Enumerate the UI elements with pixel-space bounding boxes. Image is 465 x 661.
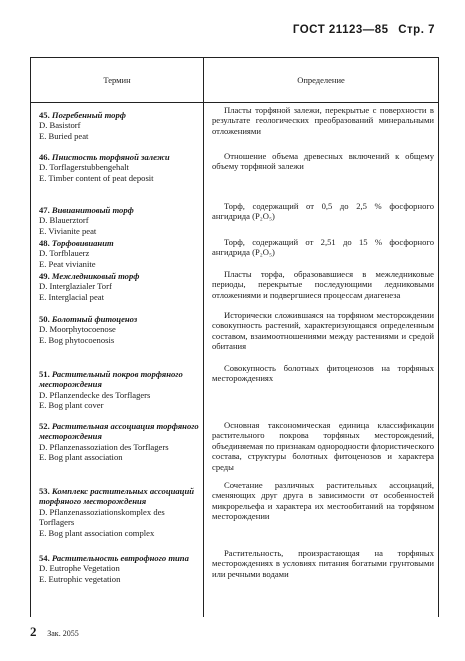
term-definition: Совокупность болотных фитоценозов на торфяных месторождениях [212, 363, 434, 384]
term-number: 52. [39, 421, 50, 431]
term-definition: Исторически сложившаяся на торфяном месторождении совокупность растений, характеризующаяся определенным составом, взаимоотношениями между растениями и средой обитания [212, 310, 434, 352]
term-de: D. Blauerztorf [39, 215, 89, 226]
term-en: E. Timber content of peat deposit [39, 172, 154, 183]
term-number: 46. [39, 152, 50, 162]
term-number: 47. [39, 205, 50, 215]
term-name: Торфовивианит [51, 238, 114, 248]
term-de: D. Pflanzenassoziation des Torflagers [39, 441, 169, 452]
page-header [287, 24, 435, 36]
term-name: Вивианитовый торф [51, 205, 134, 215]
term-number: 53. [39, 486, 50, 496]
term-name: Растительность евтрофного типа [51, 553, 189, 563]
term-entry [39, 238, 201, 269]
term-en: E. Bog plant association complex [39, 527, 155, 538]
term-de: D. Pflanzenassoziationskomplex des Torflagers [39, 506, 165, 528]
term-definition: Торф, содержащий от 2,51 до 15 % фосфорного ангидрида (P₂O₅) [212, 237, 434, 258]
term-name: Межледниковый торф [51, 271, 140, 281]
term-number: 54. [39, 553, 50, 563]
term-entry [39, 271, 201, 302]
column-divider [203, 58, 204, 617]
term-entry [39, 205, 201, 236]
term-definition: Торф, содержащий от 0,5 до 2,5 % фосфорного ангидрида (P₂O₅) [212, 201, 434, 222]
term-de: D. Interglazialer Torf [39, 281, 112, 292]
term-de: D. Eutrophe Vegetation [39, 563, 120, 574]
header-rule [31, 102, 438, 103]
column-header-definitions: Определение [297, 75, 345, 85]
term-entry [39, 421, 201, 463]
term-definition: Пласты торфяной залежи, перекрытые с поверхности в результате геологических преобразований минеральными отложениями [212, 105, 434, 136]
term-entry [39, 486, 201, 538]
term-de: D. Moorphytocoenose [39, 324, 116, 335]
term-en: E. Interglacial peat [39, 291, 104, 302]
term-name: Погребенный торф [51, 110, 126, 120]
term-definition: Отношение объема древесных включений к общему объему торфяной залежи [212, 151, 434, 172]
term-number: 51. [39, 369, 50, 379]
term-number: 45. [39, 110, 50, 120]
order-number: Зак. 2055 [47, 629, 79, 638]
term-name: Пнистость торфяной залежи [51, 152, 170, 162]
term-definition: Растительность, произрастающая на торфяных месторождениях в условиях питания богатыми грунтовыми или речными водами [212, 548, 434, 579]
term-name: Растительная ассоциация торфяного месторождения [39, 421, 199, 442]
term-definition: Сочетание различных растительных ассоциаций, сменяющих друг друга в зависимости от особенностей микрорельефа и характера их местообитаний на торфяном месторождении [212, 480, 434, 522]
term-number: 50. [39, 314, 50, 324]
term-de: D. Torflagerstubbengehalt [39, 162, 129, 173]
term-en: E. Vivianite peat [39, 225, 97, 236]
page-footer [30, 624, 79, 640]
page-label: Стр. 7 [398, 24, 435, 36]
term-entry [39, 369, 201, 411]
term-en: E. Bog plant cover [39, 400, 104, 411]
term-en: E. Buried peat [39, 130, 89, 141]
term-de: D. Torfblauerz [39, 248, 90, 259]
term-en: E. Bog phytocoenosis [39, 334, 115, 345]
term-name: Болотный фитоценоз [51, 314, 138, 324]
term-en: E. Peat vivianite [39, 258, 96, 269]
page-number: 2 [30, 624, 37, 639]
term-entry [39, 553, 201, 584]
term-entry [39, 110, 201, 141]
term-name: Растительный покров торфяного месторождения [39, 369, 183, 390]
column-header-terms: Термин [103, 75, 131, 85]
term-definition: Пласты торфа, образовавшиеся в межледниковые периоды, перекрытые последующими ледниковыми отложениями и подвергшиеся процессам диагенеза [212, 269, 434, 300]
term-de: D. Basistorf [39, 120, 81, 131]
term-en: E. Eutrophic vegetation [39, 573, 121, 584]
term-number: 48. [39, 238, 50, 248]
term-number: 49. [39, 271, 50, 281]
term-entry [39, 314, 201, 345]
term-en: E. Bog plant association [39, 452, 123, 463]
term-name: Комплекс растительных ассоциаций торфяного месторождения [39, 486, 195, 507]
term-de: D. Pflanzendecke des Torflagers [39, 389, 151, 400]
term-entry [39, 152, 201, 183]
standard-code: ГОСТ 21123—85 [292, 24, 389, 36]
term-definition: Основная таксономическая единица классификации растительного покрова торфяных месторождений, объединяемая по признакам однородности флористического состава, структуры болотных фитоценозов и характера среды [212, 420, 434, 472]
terms-table [30, 57, 439, 617]
